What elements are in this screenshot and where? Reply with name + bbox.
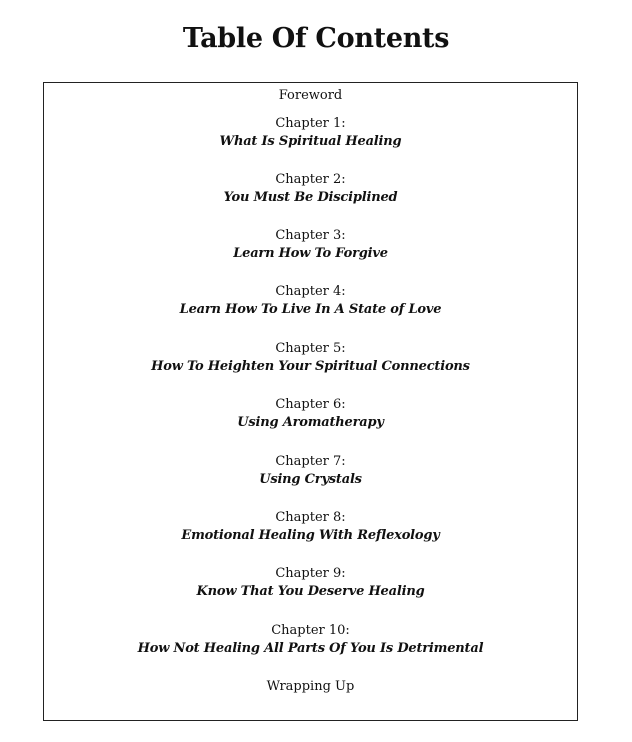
- toc-entry-chapter-9[interactable]: [44, 565, 577, 601]
- chapter-title: Using Crystals: [259, 472, 362, 487]
- chapter-title: Learn How To Forgive: [233, 246, 388, 261]
- table-of-contents-box: [43, 82, 578, 721]
- chapter-number: Chapter 1:: [275, 116, 346, 131]
- chapter-number: Chapter 6:: [275, 397, 346, 412]
- toc-entry-chapter-3[interactable]: [44, 227, 577, 263]
- toc-entry-chapter-5[interactable]: [44, 340, 577, 376]
- toc-entry-chapter-1[interactable]: [44, 115, 577, 151]
- page-title: Table Of Contents: [182, 23, 450, 54]
- toc-entry-chapter-4[interactable]: [44, 283, 577, 319]
- chapter-number: Chapter 3:: [275, 228, 346, 243]
- chapter-number: Chapter 7:: [275, 454, 346, 469]
- toc-entry-foreword[interactable]: Foreword: [278, 88, 343, 103]
- chapter-title: Know That You Deserve Healing: [196, 584, 425, 599]
- chapter-number: Chapter 8:: [275, 510, 346, 525]
- chapter-title: Emotional Healing With Reflexology: [181, 528, 440, 543]
- chapter-number: Chapter 9:: [275, 566, 346, 581]
- toc-entry-chapter-2[interactable]: [44, 171, 577, 207]
- chapter-title: What Is Spiritual Healing: [219, 134, 402, 149]
- chapter-number: Chapter 4:: [275, 284, 346, 299]
- chapter-title: How Not Healing All Parts Of You Is Detrimental: [137, 641, 484, 656]
- chapter-number: Chapter 10:: [271, 623, 350, 638]
- chapter-number: Chapter 5:: [275, 341, 346, 356]
- toc-entry-chapter-8[interactable]: [44, 509, 577, 545]
- chapter-number: Chapter 2:: [275, 172, 346, 187]
- toc-entry-chapter-10[interactable]: [44, 622, 577, 658]
- chapter-title: You Must Be Disciplined: [223, 190, 398, 205]
- chapter-title: Using Aromatherapy: [237, 415, 384, 430]
- toc-entry-chapter-7[interactable]: [44, 453, 577, 489]
- chapter-title: How To Heighten Your Spiritual Connections: [151, 359, 470, 374]
- toc-entry-chapter-6[interactable]: [44, 396, 577, 432]
- chapter-title: Learn How To Live In A State of Love: [179, 302, 442, 317]
- toc-entry-wrapping-up[interactable]: Wrapping Up: [266, 679, 355, 694]
